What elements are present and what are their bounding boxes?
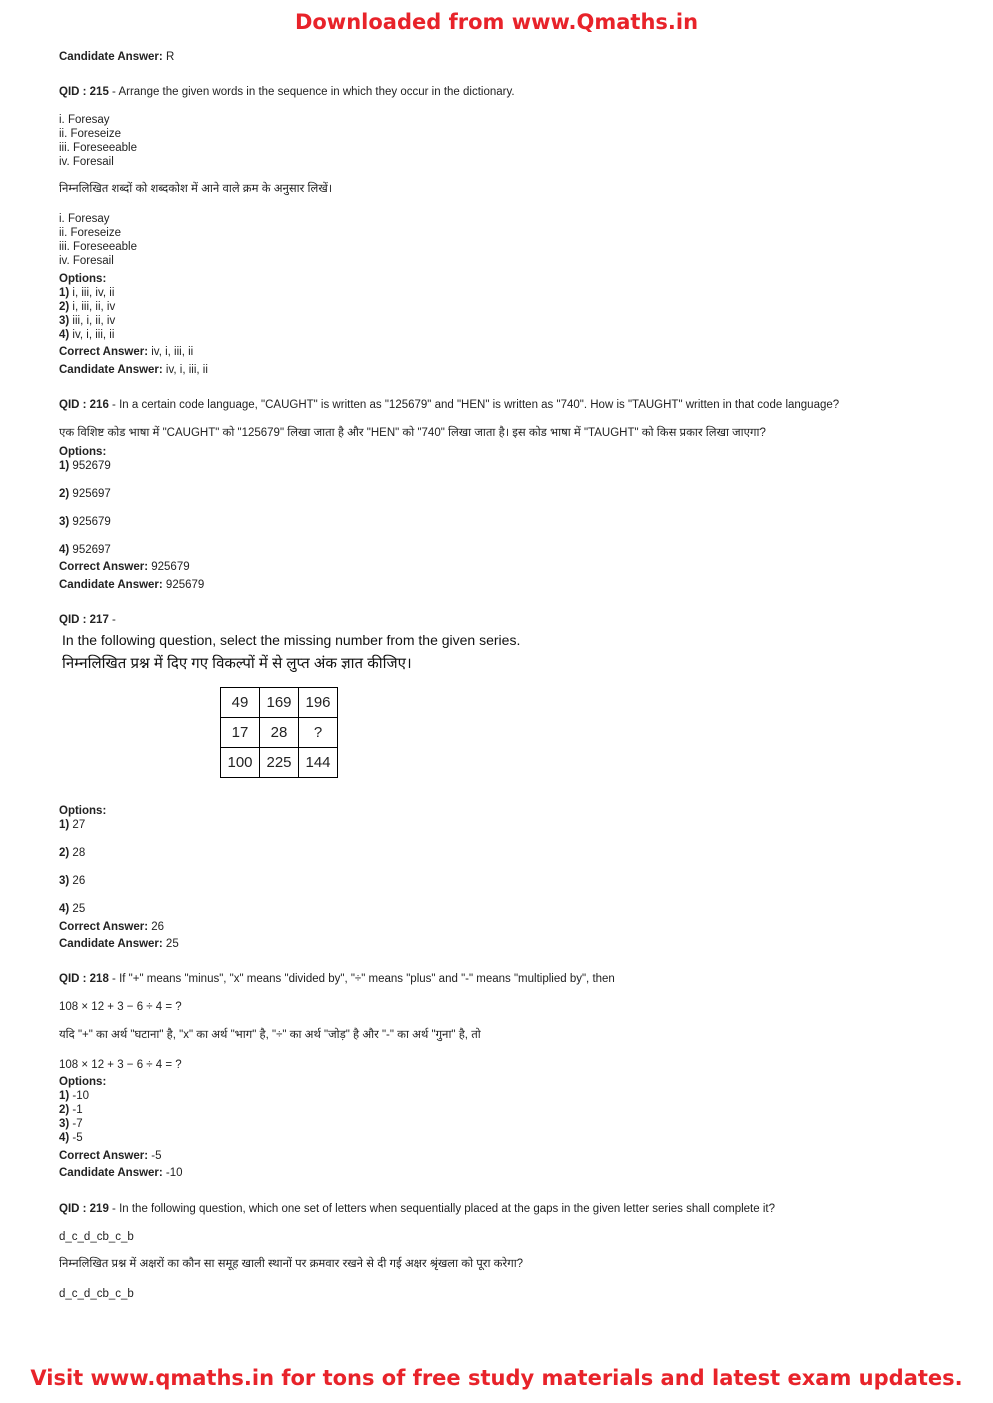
option-2: 2) 28	[59, 847, 86, 859]
candidate-answer: Candidate Answer: iv, i, iii, ii	[59, 364, 208, 376]
question-218	[59, 972, 615, 986]
option-1: 1) i, iii, iv, ii	[59, 287, 115, 299]
qid-label: QID : 217	[59, 614, 109, 626]
qid-label: QID : 215	[59, 86, 109, 98]
grid-cell: 225	[260, 748, 299, 778]
list-item: iii. Foreseeable	[59, 241, 137, 253]
candidate-answer-value: R	[165, 51, 175, 63]
list-item: ii. Foreseize	[59, 227, 121, 239]
option-2: 2) i, iii, ii, iv	[59, 301, 116, 313]
grid-cell: 17	[221, 718, 260, 748]
option-1: 1) 27	[59, 819, 86, 831]
grid-cell: 144	[299, 748, 338, 778]
option-2: 2) -1	[59, 1104, 83, 1116]
correct-answer: Correct Answer: iv, i, iii, ii	[59, 346, 194, 358]
grid-cell: 196	[299, 688, 338, 718]
candidate-answer	[59, 50, 174, 64]
letter-series: d_c_d_cb_c_b	[59, 1231, 134, 1243]
question-text: - If "+" means "minus", "x" means "divided by", "÷" means "plus" and "-" means "multiplied by", then	[108, 973, 615, 985]
option-4: 4) 952697	[59, 544, 111, 556]
footer-banner: Visit www.qmaths.in for tons of free study materials and latest exam updates.	[30, 1366, 963, 1390]
hindi-question: निम्नलिखित शब्दों को शब्दकोश में आने वाले क्रम के अनुसार लिखें।	[59, 183, 333, 195]
list-item: i. Foresay	[59, 213, 110, 225]
option-4: 4) -5	[59, 1132, 83, 1144]
option-3: 3) 925679	[59, 516, 111, 528]
option-1: 1) 952679	[59, 460, 111, 472]
question-text: -	[108, 614, 116, 626]
option-4: 4) 25	[59, 903, 86, 915]
correct-answer: Correct Answer: 925679	[59, 561, 190, 573]
option-4: 4) iv, i, iii, ii	[59, 329, 115, 341]
grid-cell: ?	[299, 718, 338, 748]
option-2: 2) 925697	[59, 488, 111, 500]
candidate-answer-label: Candidate Answer:	[59, 51, 163, 63]
options-label: Options:	[59, 1076, 107, 1088]
grid-cell: 169	[260, 688, 299, 718]
question-216	[59, 398, 839, 412]
grid-cell: 28	[260, 718, 299, 748]
list-item: i. Foresay	[59, 114, 110, 126]
number-grid	[220, 687, 338, 778]
candidate-answer: Candidate Answer: 25	[59, 938, 179, 950]
grid-cell: 100	[221, 748, 260, 778]
question-219	[59, 1202, 775, 1216]
question-215	[59, 85, 515, 99]
grid-row	[221, 718, 338, 748]
question-217	[59, 613, 116, 627]
qid-label: QID : 218	[59, 973, 109, 985]
grid-cell: 49	[221, 688, 260, 718]
qid-label: QID : 219	[59, 1203, 109, 1215]
option-3: 3) -7	[59, 1118, 83, 1130]
question-text: - In a certain code language, "CAUGHT" is written as "125679" and "HEN" is written as "740". How is "TAUGHT" written in that code language?	[108, 399, 840, 411]
grid-row	[221, 748, 338, 778]
options-label: Options:	[59, 446, 107, 458]
grid-row	[221, 688, 338, 718]
list-item: iv. Foresail	[59, 255, 114, 267]
question-text: - In the following question, which one set of letters when sequentially placed at the gaps in the given letter series shall complete it?	[108, 1203, 775, 1215]
options-label: Options:	[59, 273, 107, 285]
letter-series: d_c_d_cb_c_b	[59, 1288, 134, 1300]
header-banner: Downloaded from www.Qmaths.in	[294, 10, 699, 34]
correct-answer: Correct Answer: -5	[59, 1150, 162, 1162]
option-3: 3) 26	[59, 875, 86, 887]
candidate-answer: Candidate Answer: -10	[59, 1167, 183, 1179]
option-3: 3) iii, i, ii, iv	[59, 315, 116, 327]
expression: 108 × 12 + 3 − 6 ÷ 4 = ?	[59, 1059, 182, 1071]
hindi-question: यदि "+" का अर्थ "घटाना" है, "x" का अर्थ "भाग" है, "÷" का अर्थ "जोड़" है और "-" का अर्थ "गुना" है, तो	[59, 1029, 481, 1041]
hindi-question: एक विशिष्ट कोड भाषा में "CAUGHT" को "125679" लिखा जाता है और "HEN" को "740" लिखा जाता है। इस कोड भाषा में "TAUGHT" को किस प्रकार लिखा जाएगा?	[59, 427, 766, 439]
list-item: ii. Foreseize	[59, 128, 121, 140]
correct-answer: Correct Answer: 26	[59, 921, 165, 933]
expression: 108 × 12 + 3 − 6 ÷ 4 = ?	[59, 1001, 182, 1013]
question-text: - Arrange the given words in the sequence in which they occur in the dictionary.	[108, 86, 515, 98]
question-image-hindi: निम्नलिखित प्रश्न में दिए गए विकल्पों में से लुप्त अंक ज्ञात कीजिए।	[62, 655, 412, 672]
qid-label: QID : 216	[59, 399, 109, 411]
hindi-question: निम्नलिखित प्रश्न में अक्षरों का कौन सा समूह खाली स्थानों पर क्रमवार रखने से दी गई अक्षर श्रृंखला को पूरा करेगा?	[59, 1258, 524, 1270]
list-item: iv. Foresail	[59, 156, 114, 168]
candidate-answer: Candidate Answer: 925679	[59, 579, 205, 591]
list-item: iii. Foreseeable	[59, 142, 137, 154]
question-image-english: In the following question, select the missing number from the given series.	[62, 632, 521, 648]
option-1: 1) -10	[59, 1090, 90, 1102]
options-label: Options:	[59, 805, 107, 817]
